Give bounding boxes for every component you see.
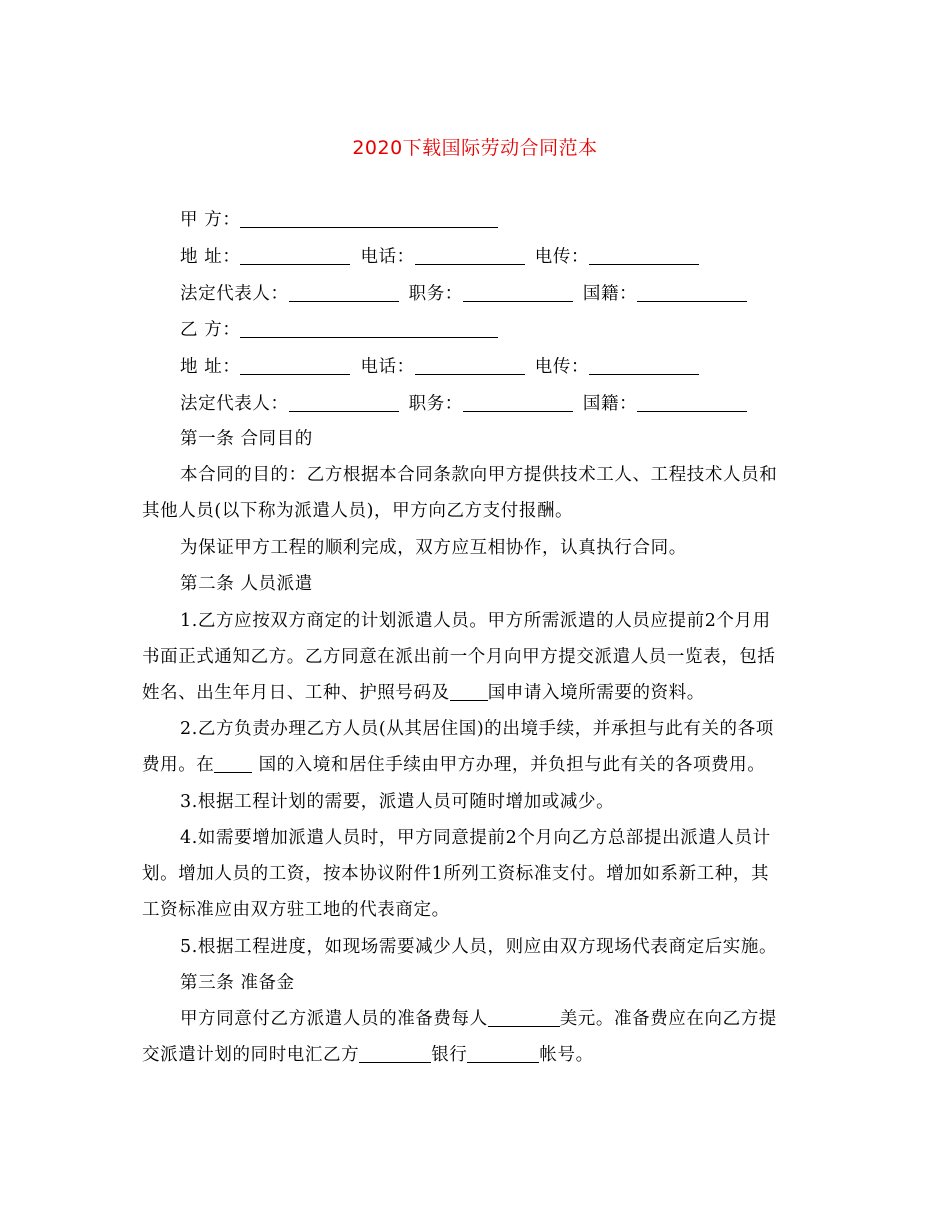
party-a-phone-label: 电话： xyxy=(360,247,415,267)
party-a-fax-label: 电传： xyxy=(534,247,590,267)
party-a-phone-blank xyxy=(415,247,525,265)
article-2-item-5: 5.根据工程进度，如现场需要减少人员，则应由双方现场代表商定后实施。 xyxy=(180,937,778,957)
article-2-heading: 第二条 人员派遣 xyxy=(180,574,313,594)
party-b-fax-label: 电传： xyxy=(534,357,590,377)
article-3-text-a: 甲方同意付乙方派遣人员的准备费每人 xyxy=(180,1009,488,1029)
party-b-phone-label: 电话： xyxy=(360,357,415,377)
party-b-label: 乙 方： xyxy=(180,320,241,340)
country-blank xyxy=(450,683,488,701)
article-1-heading: 第一条 合同目的 xyxy=(180,429,313,449)
party-b-phone-blank xyxy=(415,357,525,375)
article-2-item-2-line: 2.乙方负责办理乙方人员(从其居住国)的出境手续，并承担与此有关的各项 xyxy=(180,719,774,739)
document-title: 2020下载国际劳动合同范本 xyxy=(352,137,598,159)
party-a-position-blank xyxy=(463,284,573,302)
country-blank xyxy=(214,755,252,773)
article-2-item-1-text-b: 国申请入境所需要的资料。 xyxy=(487,683,705,703)
account-number-blank xyxy=(467,1045,539,1063)
party-a-row xyxy=(180,208,498,232)
article-2-item-3: 3.根据工程计划的需要，派遣人员可随时增加或减少。 xyxy=(180,792,615,812)
party-a-contact-row xyxy=(180,245,699,269)
party-b-address-label: 地 址： xyxy=(180,357,241,377)
party-a-rep-blank xyxy=(289,284,399,302)
party-b-nationality-blank xyxy=(637,394,747,412)
article-2-item-1-line xyxy=(142,681,705,705)
party-a-rep-label: 法定代表人： xyxy=(180,284,289,304)
party-b-address-blank xyxy=(240,357,350,375)
party-b-rep-label: 法定代表人： xyxy=(180,394,289,414)
party-b-rep-row xyxy=(180,392,747,416)
article-3-text-b: 美元。准备费应在向乙方提 xyxy=(559,1009,777,1029)
party-b-position-label: 职务： xyxy=(408,394,463,414)
article-2-item-1-line: 书面正式通知乙方。乙方同意在派出前一个月向甲方提交派遣人员一览表，包括 xyxy=(142,647,776,667)
article-2-item-1-line: 1.乙方应按双方商定的计划派遣人员。甲方所需派遣的人员应提前2个月用 xyxy=(180,611,771,631)
article-2-item-1-text-a: 姓名、出生年月日、工种、护照号码及 xyxy=(142,683,450,703)
party-a-nationality-blank xyxy=(637,284,747,302)
article-2-item-4-line: 工资标准应由双方驻工地的代表商定。 xyxy=(142,900,450,920)
party-b-blank xyxy=(240,320,498,338)
article-3-paragraph-line xyxy=(142,1043,594,1067)
party-b-rep-blank xyxy=(289,394,399,412)
article-2-item-2-line xyxy=(142,753,765,777)
article-1-paragraph-line: 本合同的目的：乙方根据本合同条款向甲方提供技术工人、工程技术人员和 xyxy=(180,465,778,485)
article-2-item-4-line: 4.如需要增加派遣人员时，甲方同意提前2个月向乙方总部提出派遣人员计 xyxy=(180,828,771,848)
article-1-paragraph-2: 为保证甲方工程的顺利完成，双方应互相协作，认真执行合同。 xyxy=(180,538,687,558)
party-b-position-blank xyxy=(463,394,573,412)
party-a-label: 甲 方： xyxy=(180,210,241,230)
article-3-text-e: 帐号。 xyxy=(539,1045,594,1065)
party-a-address-label: 地 址： xyxy=(180,247,241,267)
article-2-item-4-line: 划。增加人员的工资，按本协议附件1所列工资标准支付。增加如系新工种，其 xyxy=(142,864,770,884)
party-b-row xyxy=(180,318,498,342)
party-a-position-label: 职务： xyxy=(408,284,463,304)
party-a-fax-blank xyxy=(589,247,699,265)
article-2-item-2-text-a: 费用。在 xyxy=(142,755,215,775)
article-3-text-d: 银行 xyxy=(431,1045,468,1065)
article-3-heading: 第三条 准备金 xyxy=(180,973,295,993)
article-3-paragraph-line xyxy=(180,1007,777,1031)
party-b-contact-row xyxy=(180,355,699,379)
amount-blank xyxy=(488,1009,560,1027)
article-2-item-2-text-b: 国的入境和居住手续由甲方办理，并负担与此有关的各项费用。 xyxy=(252,755,766,775)
party-a-blank xyxy=(240,210,498,228)
article-3-text-c: 交派遣计划的同时电汇乙方 xyxy=(142,1045,360,1065)
article-1-paragraph-line: 其他人员(以下称为派遣人员)，甲方向乙方支付报酬。 xyxy=(142,501,574,521)
party-a-nationality-label: 国籍： xyxy=(582,284,638,304)
party-b-nationality-label: 国籍： xyxy=(582,394,638,414)
party-a-rep-row xyxy=(180,282,747,306)
party-a-address-blank xyxy=(240,247,350,265)
party-b-fax-blank xyxy=(589,357,699,375)
bank-name-blank xyxy=(359,1045,431,1063)
